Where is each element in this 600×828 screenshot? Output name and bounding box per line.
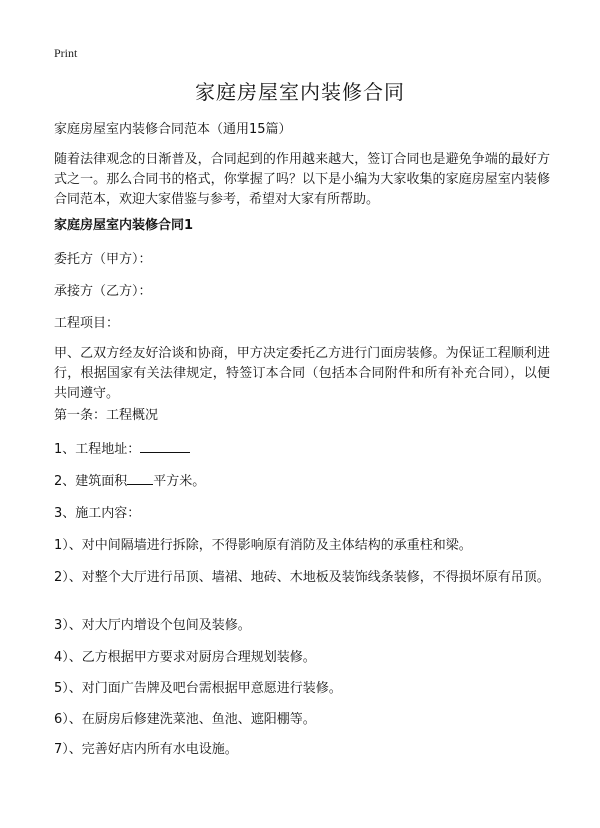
- intro-paragraph: 随着法律观念的日渐普及，合同起到的作用越来越大，签订合同也是避免争端的最好方式之一。那么合同书的格式，你掌握了吗？以下是小编为大家收集的家庭房屋室内装修合同范本，欢迎大家借鉴与参考，希望对大家有所帮助。: [54, 152, 550, 207]
- work-item: 7）、完善好店内所有水电设施。: [54, 742, 238, 757]
- item-address: [54, 440, 554, 460]
- address-blank-line: [140, 440, 190, 453]
- work-item: 2）、对整个大厅进行吊顶、墙裙、地砖、木地板及装饰线条装修，不得损坏原有吊顶。: [54, 570, 550, 585]
- work-item: 5）、对门面广告牌及吧台需根据甲意愿进行装修。: [54, 681, 342, 696]
- section-heading: 家庭房屋室内装修合同1: [54, 218, 194, 233]
- work-item: 3）、对大厅内增设个包间及装修。: [54, 618, 251, 633]
- item-area: [54, 472, 554, 492]
- item-area-prefix: 2、建筑面积: [54, 474, 128, 489]
- item-area-suffix: 平方米。: [153, 474, 206, 489]
- document-subtitle: 家庭房屋室内装修合同范本（通用15篇）: [54, 122, 292, 137]
- work-item: 6）、在厨房后修建洗菜池、鱼池、遮阳棚等。: [54, 712, 316, 727]
- agreement-paragraph: 甲、乙双方经友好洽谈和协商，甲方决定委托乙方进行门面房装修。为保证工程顺利进行，根据国家有关法律规定，特签订本合同（包括本合同附件和所有补充合同），以便共同遵守。: [54, 346, 550, 401]
- contractor-label: 承接方（乙方）：: [54, 284, 152, 299]
- item-content: 3、施工内容：: [54, 506, 141, 521]
- document-title: 家庭房屋室内装修合同: [195, 80, 405, 104]
- area-blank-line: [127, 472, 153, 485]
- work-item: 4）、乙方根据甲方要求对厨房合理规划装修。: [54, 650, 316, 665]
- project-label: 工程项目：: [54, 316, 120, 331]
- client-label: 委托方（甲方）：: [54, 252, 152, 267]
- work-item: 1）、对中间隔墙进行拆除，不得影响原有消防及主体结构的承重柱和梁。: [54, 538, 472, 553]
- article-1-heading: 第一条：工程概况: [54, 408, 159, 423]
- print-link[interactable]: Print: [54, 46, 78, 60]
- item-address-label: 1、工程地址：: [54, 442, 141, 457]
